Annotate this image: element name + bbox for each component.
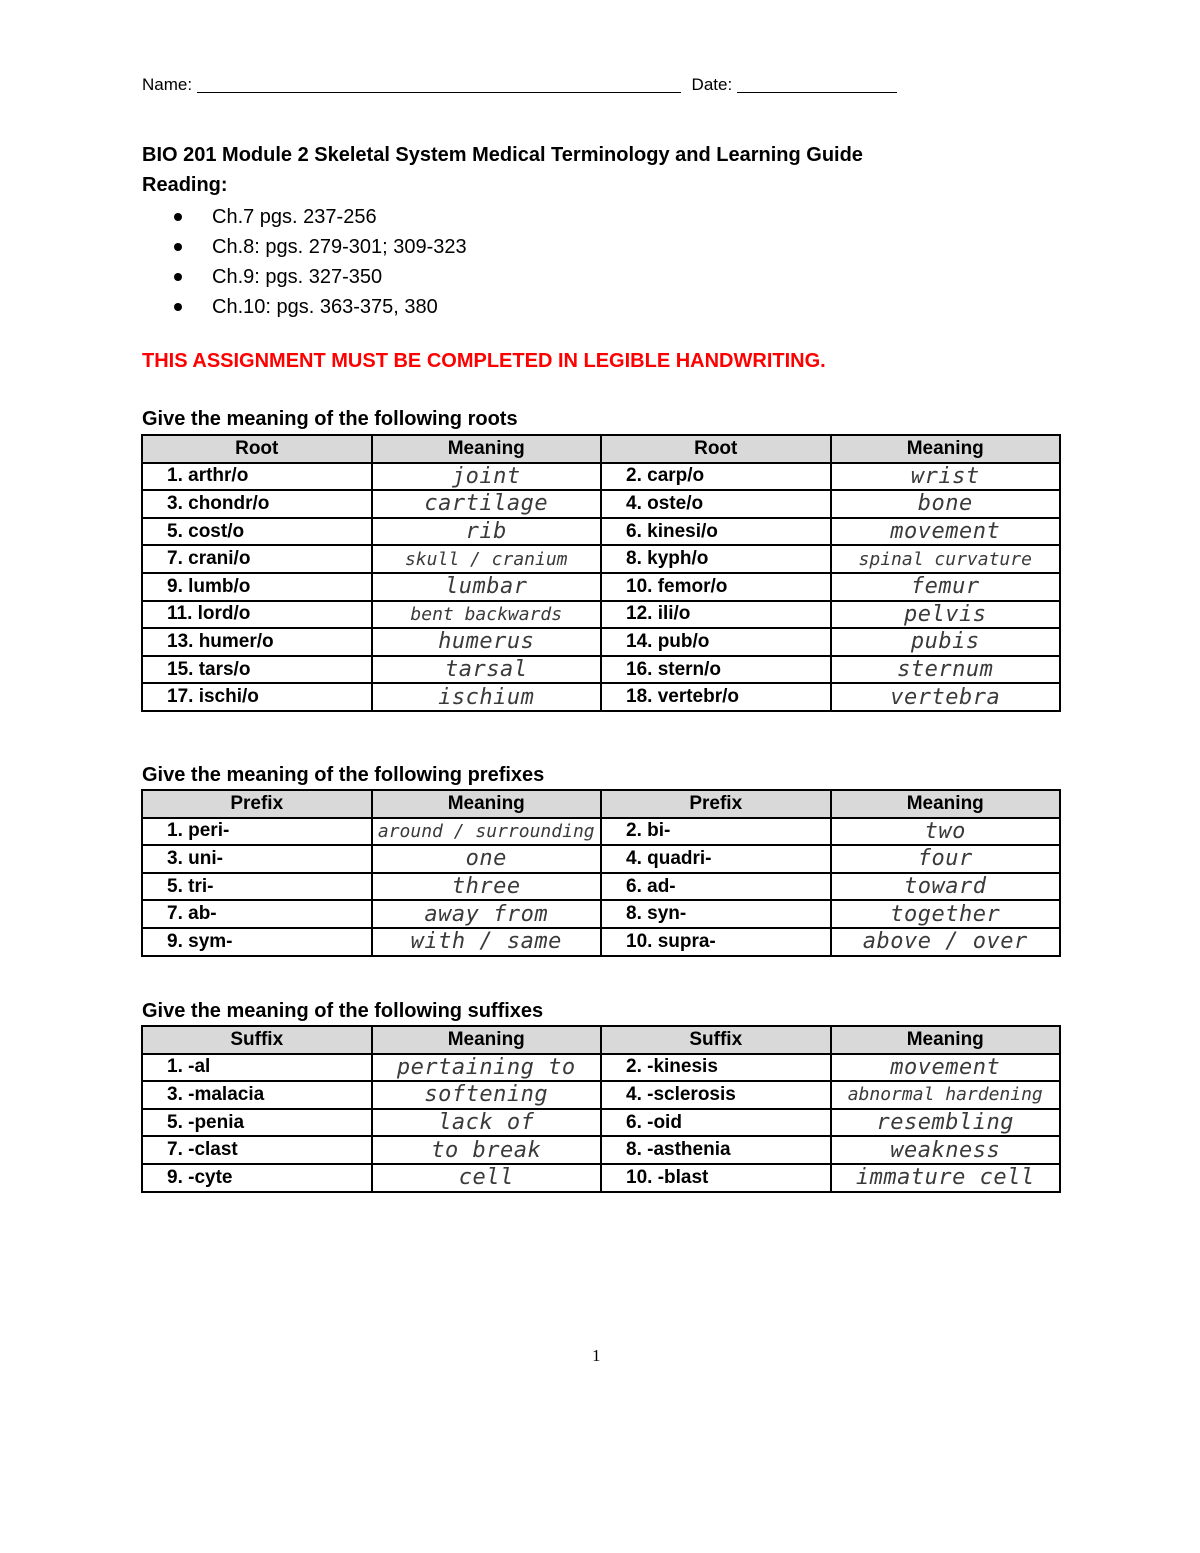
handwritten-answer: lumbar [372,573,602,601]
handwritten-answer: pelvis [831,601,1061,629]
handwritten-answer: pubis [831,628,1061,656]
date-blank [737,74,897,93]
handwritten-answer: pertaining to [372,1054,602,1082]
term-cell: 1. arthr/o [142,463,372,491]
term-cell: 11. lord/o [142,601,372,629]
handwritten-answer: away from [372,900,602,928]
roots-table [141,434,1061,712]
bullet-icon [174,243,182,251]
term-cell: 5. -penia [142,1109,372,1137]
term-cell: 12. ili/o [601,601,831,629]
term-cell: 3. -malacia [142,1081,372,1109]
handwritten-answer: toward [831,873,1061,901]
term-cell: 8. -asthenia [601,1136,831,1164]
handwritten-answer: spinal curvature [831,545,1061,573]
term-cell: 17. ischi/o [142,683,372,711]
table-row [142,573,1060,601]
table-header-row [142,1026,1060,1054]
term-cell: 5. cost/o [142,518,372,546]
term-cell: 6. kinesi/o [601,518,831,546]
term-cell: 7. crani/o [142,545,372,573]
date-label: Date: [691,75,733,94]
suffixes-table [141,1025,1061,1193]
handwritten-answer: immature cell [831,1164,1061,1192]
table-row [142,900,1060,928]
column-header: Root [142,435,372,463]
reading-item: Ch.9: pgs. 327-350 [172,262,467,292]
page-number: 1 [592,1346,601,1365]
roots-section-title: Give the meaning of the following roots [142,408,518,430]
column-header: Meaning [372,790,602,818]
handwritten-answer: around / surrounding [372,818,602,846]
name-label: Name: [142,75,193,94]
column-header: Root [601,435,831,463]
term-cell: 18. vertebr/o [601,683,831,711]
term-cell: 7. -clast [142,1136,372,1164]
term-cell: 2. bi- [601,818,831,846]
table-row [142,545,1060,573]
term-cell: 9. -cyte [142,1164,372,1192]
column-header: Prefix [601,790,831,818]
table-header-row [142,435,1060,463]
table-header-row [142,790,1060,818]
term-cell: 13. humer/o [142,628,372,656]
table-row [142,1109,1060,1137]
bullet-icon [174,273,182,281]
suffixes-section-title: Give the meaning of the following suffixes [142,1000,544,1022]
handwritten-answer: two [831,818,1061,846]
handwritten-answer: together [831,900,1061,928]
table-row [142,845,1060,873]
handwritten-answer: movement [831,1054,1061,1082]
term-cell: 4. -sclerosis [601,1081,831,1109]
handwritten-answer: wrist [831,463,1061,491]
handwritten-answer: three [372,873,602,901]
term-cell: 10. femor/o [601,573,831,601]
term-cell: 16. stern/o [601,656,831,684]
table-row [142,490,1060,518]
handwriting-warning: THIS ASSIGNMENT MUST BE COMPLETED IN LEGIBLE HANDWRITING. [142,350,826,372]
handwritten-answer: bone [831,490,1061,518]
handwritten-answer: abnormal hardening [831,1081,1061,1109]
column-header: Meaning [372,435,602,463]
reading-item: Ch.8: pgs. 279-301; 309-323 [172,232,467,262]
bullet-icon [174,213,182,221]
term-cell: 8. kyph/o [601,545,831,573]
column-header: Meaning [831,1026,1061,1054]
handwritten-answer: tarsal [372,656,602,684]
bullet-icon [174,303,182,311]
handwritten-answer: sternum [831,656,1061,684]
handwritten-answer: skull / cranium [372,545,602,573]
table-row [142,1054,1060,1082]
handwritten-answer: with / same [372,928,602,956]
handwritten-answer: weakness [831,1136,1061,1164]
handwritten-answer: rib [372,518,602,546]
prefixes-table [141,789,1061,957]
term-cell: 3. chondr/o [142,490,372,518]
term-cell: 15. tars/o [142,656,372,684]
reading-list [172,202,467,322]
prefixes-section-title: Give the meaning of the following prefixes [142,764,545,786]
table-row [142,683,1060,711]
handwritten-answer: joint [372,463,602,491]
handwritten-answer: to break [372,1136,602,1164]
table-row [142,601,1060,629]
handwritten-answer: cell [372,1164,602,1192]
term-cell: 5. tri- [142,873,372,901]
term-cell: 6. -oid [601,1109,831,1137]
reading-item: Ch.10: pgs. 363-375, 380 [172,292,467,322]
term-cell: 2. -kinesis [601,1054,831,1082]
term-cell: 7. ab- [142,900,372,928]
term-cell: 8. syn- [601,900,831,928]
table-row [142,1136,1060,1164]
table-row [142,656,1060,684]
reading-item: Ch.7 pgs. 237-256 [172,202,467,232]
handwritten-answer: four [831,845,1061,873]
handwritten-answer: softening [372,1081,602,1109]
term-cell: 4. oste/o [601,490,831,518]
handwritten-answer: ischium [372,683,602,711]
reading-label: Reading: [142,174,228,196]
table-row [142,818,1060,846]
name-date-line [142,74,912,95]
term-cell: 1. peri- [142,818,372,846]
handwritten-answer: cartilage [372,490,602,518]
page-title: BIO 201 Module 2 Skeletal System Medical Terminology and Learning Guide [142,144,863,166]
handwritten-answer: femur [831,573,1061,601]
table-row [142,1164,1060,1192]
term-cell: 9. sym- [142,928,372,956]
handwritten-answer: above / over [831,928,1061,956]
column-header: Meaning [372,1026,602,1054]
handwritten-answer: lack of [372,1109,602,1137]
table-row [142,873,1060,901]
term-cell: 10. supra- [601,928,831,956]
term-cell: 2. carp/o [601,463,831,491]
term-cell: 14. pub/o [601,628,831,656]
handwritten-answer: humerus [372,628,602,656]
handwritten-answer: vertebra [831,683,1061,711]
term-cell: 10. -blast [601,1164,831,1192]
term-cell: 9. lumb/o [142,573,372,601]
handwritten-answer: movement [831,518,1061,546]
handwritten-answer: resembling [831,1109,1061,1137]
name-blank [197,74,681,93]
term-cell: 4. quadri- [601,845,831,873]
column-header: Suffix [142,1026,372,1054]
term-cell: 3. uni- [142,845,372,873]
handwritten-answer: bent backwards [372,601,602,629]
table-row [142,518,1060,546]
table-row [142,628,1060,656]
table-row [142,463,1060,491]
column-header: Prefix [142,790,372,818]
column-header: Suffix [601,1026,831,1054]
column-header: Meaning [831,435,1061,463]
term-cell: 1. -al [142,1054,372,1082]
handwritten-answer: one [372,845,602,873]
table-row [142,1081,1060,1109]
table-row [142,928,1060,956]
term-cell: 6. ad- [601,873,831,901]
column-header: Meaning [831,790,1061,818]
